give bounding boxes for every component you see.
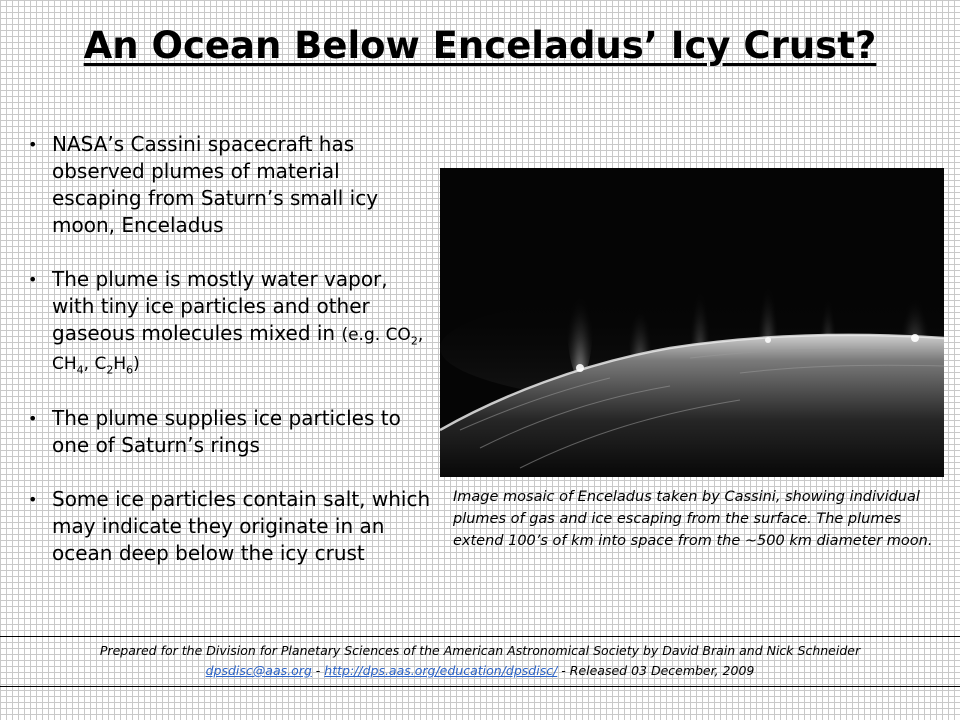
bullet-text: Some ice particles contain salt, which may indicate they originate in an ocean deep below the icy crust bbox=[52, 487, 431, 565]
release-date: - Released 03 December, 2009 bbox=[557, 663, 755, 678]
footer-divider bbox=[0, 636, 960, 637]
bullet-item bbox=[24, 131, 434, 239]
website-link[interactable]: http://dps.aas.org/education/dpsdisc/ bbox=[324, 663, 558, 678]
bullet-text: The plume is mostly water vapor, with tiny ice particles and other gaseous molecules mixed in bbox=[52, 267, 388, 345]
enceladus-plume-image bbox=[440, 168, 944, 477]
bullet-marker: • bbox=[28, 270, 38, 289]
email-link[interactable]: dpsdisc@aas.org bbox=[205, 663, 312, 678]
bullet-item bbox=[24, 486, 434, 567]
chemical-formulas: (e.g. $CO_2$, $CH_4$, $C_2H_6$) bbox=[52, 325, 424, 377]
footer-links bbox=[0, 661, 960, 681]
bullet-text: The plume supplies ice particles to one of Saturn’s rings bbox=[52, 406, 401, 457]
bullet-marker: • bbox=[28, 490, 38, 509]
enceladus-illustration bbox=[440, 168, 944, 477]
footer-credit: Prepared for the Division for Planetary Sciences of the American Astronomical Society by David Brain and Nick Schneider bbox=[99, 643, 861, 658]
bullet-item bbox=[24, 405, 434, 459]
bullet-marker: • bbox=[28, 135, 38, 154]
slide-title: An Ocean Below Enceladus’ Icy Crust? bbox=[83, 24, 877, 67]
image-caption: Image mosaic of Enceladus taken by Cassini, showing individual plumes of gas and ice escaping from the surface. The plumes extend 100’s of km into space from the ~500 km diameter moon. bbox=[453, 489, 933, 549]
bullet-text: NASA’s Cassini spacecraft has observed plumes of material escaping from Saturn’s small icy moon, Enceladus bbox=[52, 132, 379, 237]
bullet-item bbox=[24, 266, 434, 378]
bullet-list bbox=[24, 131, 434, 594]
footer-divider bbox=[0, 686, 960, 687]
footer bbox=[0, 641, 960, 681]
footer-separator: - bbox=[311, 663, 325, 678]
bullet-marker: • bbox=[28, 409, 38, 428]
